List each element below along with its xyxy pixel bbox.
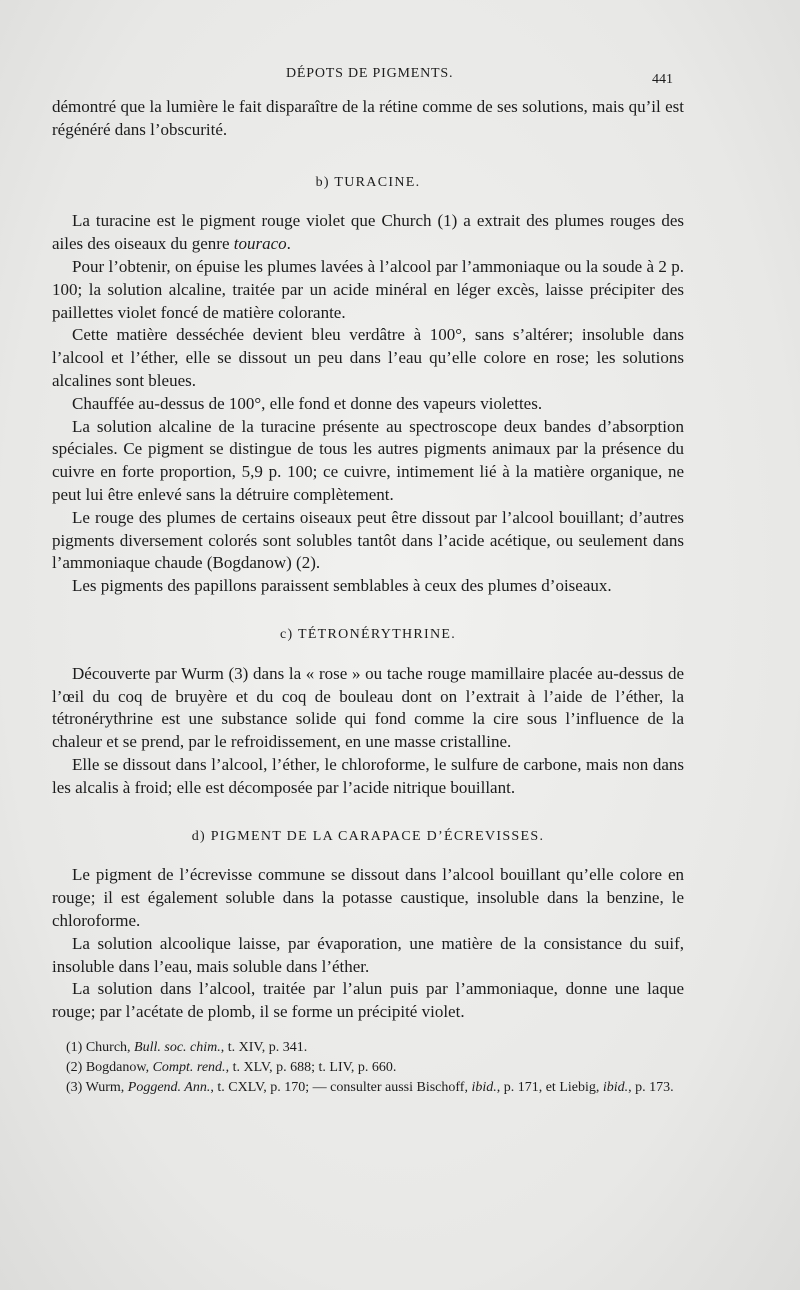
footnote-2: (2) Bogdanow, Compt. rend., t. XLV, p. 688; t. LIV, p. 660. xyxy=(66,1059,397,1075)
section-heading-ecrevisses: d) PIGMENT DE LA CARAPACE D’ÉCREVISSES. xyxy=(191,828,545,844)
paragraph: Le pigment de l’écrevisse commune se dissout dans l’alcool bouillant qu’elle colore en rouge; il est également soluble dans la potasse caustique, insoluble dans la benzine, le chloroforme. xyxy=(52,865,684,930)
running-title: DÉPOTS DE PIGMENTS. xyxy=(286,66,454,81)
paragraph: La solution alcaline de la turacine présente au spectroscope deux bandes d’absorption spéciales. Ce pigment se distingue de tous les autres pigments animaux par la présence du cuivre en forte proportion, 5,9 p. 100; ce cuivre, intimement lié à la matière organique, ne peut lui être enlevé sans la détruire complètement. xyxy=(52,416,684,504)
body-text xyxy=(52,96,684,1098)
paragraph: La turacine est le pigment rouge violet que Church (1) a extrait des plumes rouges des ailes des oiseaux du genre touraco. xyxy=(52,211,684,254)
genus-name: touraco xyxy=(233,234,287,254)
section-heading-tetronerythrine: c) TÉTRONÉRYTHRINE. xyxy=(279,626,457,642)
paragraph: Cette matière desséchée devient bleu verdâtre à 100°, sans s’altérer; insoluble dans l’alcool et l’éther, elle se dissout un peu dans l’eau qu’elle colore en rose; les solutions alcalines sont bleues. xyxy=(52,325,684,390)
paragraph: Les pigments des papillons paraissent semblables à ceux des plumes d’oiseaux. xyxy=(72,576,612,596)
paragraph: Pour l’obtenir, on épuise les plumes lavées à l’alcool par l’ammoniaque ou la soude à 2 p. 100; la solution alcaline, traitée par un acide minéral en léger excès, laisse précipiter des paillettes violet foncé de matière colorante. xyxy=(52,256,684,322)
footnote-3: (3) Wurm, Poggend. Ann., t. CXLV, p. 170; — consulter aussi Bischoff, ibid., p. 171, et Liebig, ibid., p. 173. xyxy=(66,1079,674,1095)
paragraph: Le rouge des plumes de certains oiseaux peut être dissout par l’alcool bouillant; d’autres pigments diversement colorés sont solubles tantôt dans l’acide acétique, ou seulement dans l’ammoniaque chaude (Bogdanow) (2). xyxy=(52,507,684,573)
paragraph: Découverte par Wurm (3) dans la « rose » ou tache rouge mamillaire placée au-dessus de l’œil du coq de bruyère et du coq de bouleau dont on l’extrait à l’aide de l’éther, la tétronérythrine est une substance solide qui fond comme la cire sous l’influence de la chaleur et se prend, par le refroidissement, en une masse cristalline. xyxy=(52,663,684,752)
paragraph: Chauffée au-dessus de 100°, elle fond et donne des vapeurs violettes. xyxy=(72,393,543,413)
paragraph: Elle se dissout dans l’alcool, l’éther, le chloroforme, le sulfure de carbone, mais non dans les alcalis à froid; elle est décomposée par l’acide nitrique bouillant. xyxy=(52,754,684,797)
paragraph: démontré que la lumière le fait disparaître de la rétine comme de ses solutions, mais qu’il est régénéré dans l’obscurité. xyxy=(52,97,684,139)
paragraph: La solution alcoolique laisse, par évaporation, une matière de la consistance du suif, insoluble dans l’eau, mais soluble dans l’éther. xyxy=(52,933,684,976)
footnote-1: (1) Church, Bull. soc. chim., t. XIV, p. 341. xyxy=(66,1039,308,1055)
running-head xyxy=(0,66,800,90)
paragraph: La solution dans l’alcool, traitée par l’alun puis par l’ammoniaque, donne une laque rouge; par l’acétate de plomb, il se forme un précipité violet. xyxy=(52,979,684,1022)
section-heading-turacine: b) TURACINE. xyxy=(315,174,421,190)
page-number: 441 xyxy=(652,72,673,87)
footnotes xyxy=(52,1038,684,1098)
